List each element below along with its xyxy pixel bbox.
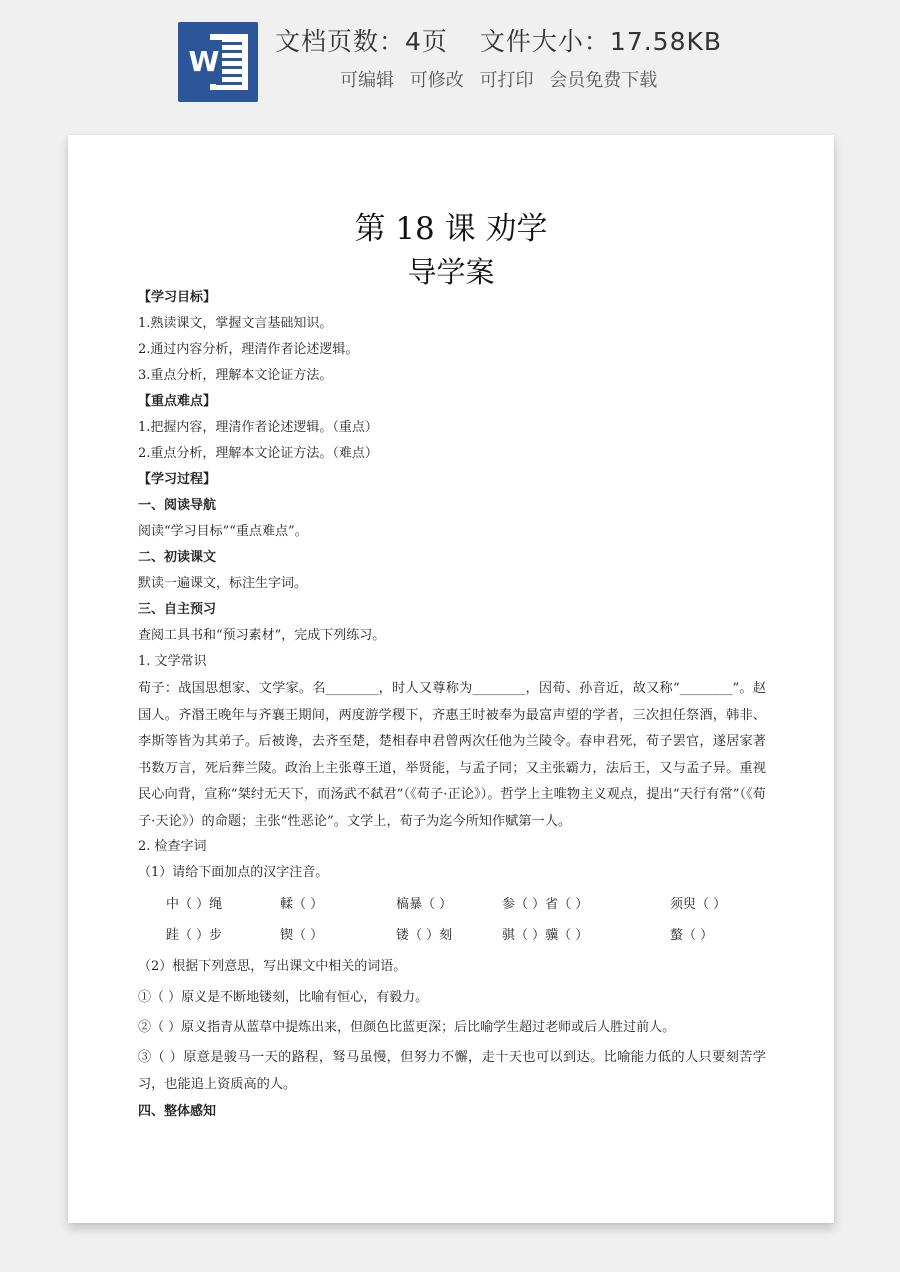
document-stats — [275, 22, 722, 58]
pinyin-blank: 輮（ ） — [280, 897, 324, 912]
section-overall-heading: 四、整体感知 — [138, 1104, 217, 1119]
section-self-study-heading: 三、自主预习 — [138, 602, 217, 617]
section-first-reading-heading: 二、初读课文 — [138, 550, 217, 565]
vocabulary-item: ①（ ）原义是不断地镂刻，比喻有恒心，有毅力。 — [138, 990, 429, 1005]
vocabulary-item: ②（ ）原义指青从蓝草中提炼出来，但颜色比蓝更深；后比喻学生超过老师或后人胜过前人。 — [138, 1020, 676, 1035]
literature-paragraph: 荀子：战国思想家、文学家。名________，时人又尊称为________，因荀、孙音近，故又称“________”。赵国人。齐湣王晚年与齐襄王期间，两度游学稷下，齐惠王时被奉为最富声望的学者，三次担任祭酒，韩非、李斯等皆为其弟子。后被谗，去齐至楚，楚相春申君曾两次任他为兰陵令。春申君死，荀子罢官，遂居家著书数万言，死后葬兰陵。政治上主张尊王道，举贤能，与孟子同；又主张霸力，法后王，又与孟子异。重视民心向背，宣称“桀纣无天下，而汤武不弑君”（《荀子·正论》）。哲学上主唯物主义观点，提出“天行有常”（《荀子·天论》）的命题；主张“性恶论”。文学上，荀子为迄今所知作赋第一人。 — [138, 681, 766, 829]
feature-list — [340, 66, 657, 92]
document-page — [68, 135, 834, 1223]
document-title: 第 18 课 劝学 — [354, 211, 548, 247]
feature-editable: 可编辑 — [340, 70, 394, 91]
pinyin-blank: 参（ ）省（ ） — [502, 897, 589, 912]
section-reading-guide-heading: 一、阅读导航 — [138, 498, 217, 513]
pinyin-blank: 中（ ）绳 — [166, 897, 223, 912]
vocabulary-item: ③（ ）原意是骏马一天的路程，驽马虽慢，但努力不懈，走十天也可以到达。比喻能力低的人只要刻苦学习，也能追上资质高的人。 — [138, 1050, 766, 1092]
feature-modifiable: 可修改 — [409, 70, 464, 91]
check-words-heading: 2. 检查字词 — [138, 839, 207, 854]
key-points-heading: 【重点难点】 — [138, 394, 217, 409]
section-self-study-text: 查阅工具书和“预习素材”，完成下列练习。 — [138, 628, 386, 643]
literature-heading: 1. 文学常识 — [138, 654, 207, 669]
document-subtitle: 导学案 — [407, 255, 495, 289]
key-point-item: 2.重点分析，理解本文论证方法。（难点） — [138, 446, 378, 461]
goals-heading: 【学习目标】 — [138, 290, 217, 305]
pinyin-blank: 螯（ ） — [670, 928, 714, 943]
goal-item: 2.通过内容分析，理清作者论述逻辑。 — [138, 342, 359, 357]
word-document-icon — [178, 22, 258, 102]
pinyin-blank: 须臾（ ） — [670, 897, 727, 912]
document-info-header — [0, 0, 900, 135]
page-count: 文档页数：4页 — [275, 27, 448, 56]
feature-member-download: 会员免费下载 — [549, 70, 658, 91]
pinyin-blank: 锲（ ） — [280, 928, 324, 943]
pinyin-blank: 骐（ ）骥（ ） — [502, 928, 589, 943]
process-heading: 【学习过程】 — [138, 472, 217, 487]
question-vocabulary: （2）根据下列意思，写出课文中相关的词语。 — [138, 959, 407, 974]
word-letter-badge: W — [186, 40, 222, 84]
goal-item: 1.熟读课文，掌握文言基础知识。 — [138, 316, 333, 331]
goal-item: 3.重点分析，理解本文论证方法。 — [138, 368, 333, 383]
section-reading-guide-text: 阅读“学习目标”“重点难点”。 — [138, 524, 308, 539]
pinyin-blank: 槁暴（ ） — [396, 897, 453, 912]
section-first-reading-text: 默读一遍课文，标注生字词。 — [138, 576, 308, 591]
pinyin-blank: 跬（ ）步 — [166, 928, 223, 943]
file-size: 文件大小：17.58KB — [479, 27, 723, 56]
question-pinyin: （1）请给下面加点的汉字注音。 — [138, 865, 329, 880]
key-point-item: 1.把握内容，理清作者论述逻辑。（重点） — [138, 420, 378, 435]
feature-printable: 可打印 — [479, 70, 534, 91]
pinyin-blank: 镂（ ）刻 — [396, 928, 453, 943]
